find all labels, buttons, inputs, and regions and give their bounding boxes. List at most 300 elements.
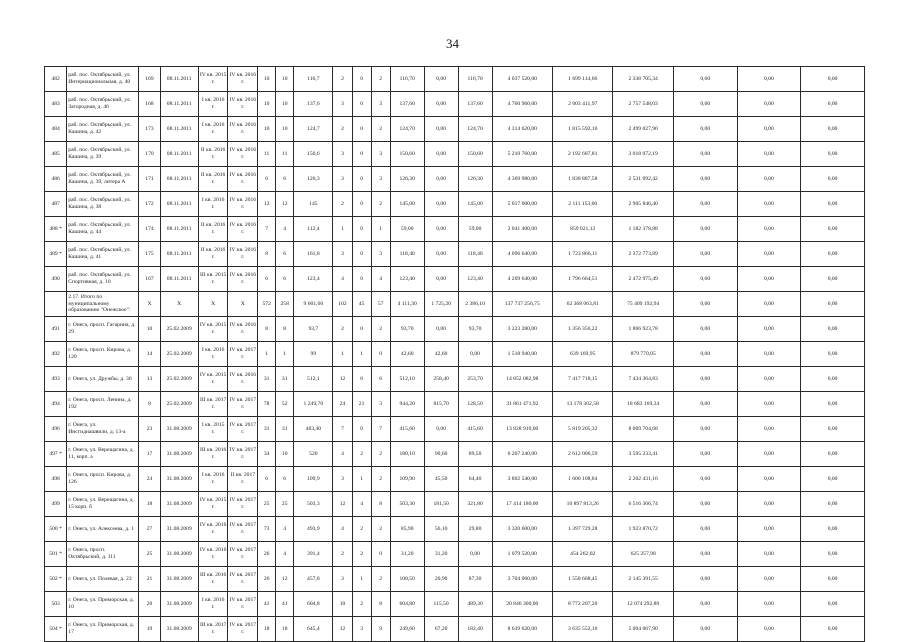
table-row — [45, 117, 865, 142]
area-municipal-cell: 0,00 — [424, 267, 458, 292]
area-total-cell: 137,60 — [390, 92, 424, 117]
address-cell: раб. пос. Октябрьский, ул. Кашина, д. 41 — [67, 242, 139, 267]
row-number: 499 — [45, 492, 67, 517]
planned-end-cell: IV кв. 2017 г. — [228, 542, 258, 567]
extra-cost-1-cell: 0,00 — [673, 567, 737, 592]
document-number-cell: 20 — [139, 592, 160, 617]
extra-cost-1-cell: 0,00 — [673, 92, 737, 117]
planned-start-cell: IV кв. 2015 г. — [198, 317, 228, 342]
total-area-cell: 493,9 — [294, 517, 333, 542]
rooms-municipal-cell: 0 — [352, 217, 371, 242]
rooms-private-cell: 2 — [371, 192, 390, 217]
residents-total-cell: 31 — [258, 367, 276, 392]
cost-fund-cell: 1 356 356,22 — [553, 317, 613, 342]
area-municipal-cell: 0,00 — [424, 92, 458, 117]
row-number: 491 — [45, 317, 67, 342]
total-area-cell: 145 — [294, 192, 333, 217]
area-total-cell: 145,00 — [390, 192, 424, 217]
area-total-cell: 512,10 — [390, 367, 424, 392]
document-number-cell: 173 — [139, 117, 160, 142]
total-area-cell: 126,3 — [294, 167, 333, 192]
address-cell: раб. пос. Октябрьский, ул. Загородная, д. 46 — [67, 92, 139, 117]
area-private-cell: 489,30 — [458, 592, 492, 617]
cost-regional-cell: 1 923 870,72 — [613, 517, 673, 542]
area-private-cell: 116,70 — [458, 67, 492, 92]
residents-total-cell: 78 — [258, 392, 276, 417]
rooms-municipal-cell: 0 — [352, 192, 371, 217]
document-number-cell: 170 — [139, 142, 160, 167]
rooms-private-cell: 7 — [371, 417, 390, 442]
rooms-municipal-cell: 2 — [352, 592, 371, 617]
area-total-cell: 124,70 — [390, 117, 424, 142]
rooms-total-cell: 2 — [333, 117, 352, 142]
cost-fund-cell: 7 417 718,15 — [553, 367, 613, 392]
area-private-cell: 59,00 — [458, 217, 492, 242]
planned-end-cell: IV кв. 2016 г. — [228, 167, 258, 192]
residents-relocated-cell: 10 — [276, 117, 294, 142]
residents-total-cell: 6 — [258, 267, 276, 292]
rooms-private-cell: 3 — [371, 167, 390, 192]
area-private-cell: 87,30 — [458, 567, 492, 592]
rooms-municipal-cell: 0 — [352, 117, 371, 142]
area-total-cell: 85,90 — [390, 517, 424, 542]
document-date-cell: 31.08.2009 — [160, 542, 198, 567]
extra-cost-1-cell: 0,00 — [673, 367, 737, 392]
rooms-total-cell: 2 — [333, 542, 352, 567]
residents-total-cell: 10 — [258, 92, 276, 117]
rooms-total-cell: 1 — [333, 342, 352, 367]
cost-regional-cell: 5 004 067,90 — [613, 617, 673, 642]
extra-cost-2-cell: 0,00 — [737, 192, 801, 217]
document-date-cell: 31.08.2009 — [160, 592, 198, 617]
area-private-cell: 128,50 — [458, 392, 492, 417]
address-cell: раб. пос. Октябрьский, ул. Кашина, д. 38 — [67, 192, 139, 217]
rooms-private-cell: 3 — [371, 392, 390, 417]
document-date-cell: 31.08.2009 — [160, 467, 198, 492]
table-row — [45, 417, 865, 442]
residents-total-cell: 31 — [258, 417, 276, 442]
document-number-cell: 8 — [139, 392, 160, 417]
extra-cost-1-cell: 0,00 — [673, 267, 737, 292]
cost-fund-cell: 1 600 108,84 — [553, 467, 613, 492]
residents-total-cell: 1 — [258, 342, 276, 367]
extra-cost-3-cell: 0,00 — [801, 67, 865, 92]
total-area-cell: 1 249,70 — [294, 392, 333, 417]
area-private-cell: 182,40 — [458, 617, 492, 642]
extra-cost-1-cell: 0,00 — [673, 442, 737, 467]
cost-fund-cell: 1 699 114,66 — [553, 67, 613, 92]
address-cell: г. Онега, ул. Алексеева, д. 1 — [67, 517, 139, 542]
planned-end-cell: IV кв. 2016 г. — [228, 242, 258, 267]
rooms-total-cell: 3 — [333, 567, 352, 592]
table-row — [45, 592, 865, 617]
address-cell: раб. пос. Октябрьский, ул. Кашина, д. 39, литера А — [67, 167, 139, 192]
document-number-cell: 174 — [139, 217, 160, 242]
table-row — [45, 367, 865, 392]
planned-start-cell: III кв. 2017 г. — [198, 617, 228, 642]
rooms-municipal-cell: 1 — [352, 467, 371, 492]
row-number: 484 — [45, 117, 67, 142]
rooms-total-cell: 3 — [333, 142, 352, 167]
address-cell: г. Онега, ул. Верещагина, д. 11, корп. а — [67, 442, 139, 467]
rooms-municipal-cell: 1 — [352, 567, 371, 592]
extra-cost-3-cell: 0,00 — [801, 317, 865, 342]
rooms-private-cell: 6 — [371, 367, 390, 392]
document-date-cell: 08.11.2011 — [160, 117, 198, 142]
residents-total-cell: 73 — [258, 517, 276, 542]
residents-relocated-cell: 8 — [276, 317, 294, 342]
extra-cost-1-cell: 0,00 — [673, 592, 737, 617]
planned-start-cell: I кв. 2016 г. — [198, 117, 228, 142]
cost-regional-cell: 75 409 192,94 — [613, 292, 673, 317]
table-row — [45, 442, 865, 467]
row-number: 497 * — [45, 442, 67, 467]
residents-total-cell: 18 — [258, 617, 276, 642]
area-total-cell: 109,90 — [390, 467, 424, 492]
document-date-cell: 25.02.2009 — [160, 342, 198, 367]
cost-total-cell: 13 828 910,00 — [492, 417, 552, 442]
table-row — [45, 392, 865, 417]
cost-total-cell: 20 846 300,00 — [492, 592, 552, 617]
area-private-cell: 124,70 — [458, 117, 492, 142]
extra-cost-3-cell: 0,00 — [801, 467, 865, 492]
area-municipal-cell: 258,40 — [424, 367, 458, 392]
extra-cost-1-cell: 0,00 — [673, 617, 737, 642]
rooms-private-cell: 2 — [371, 317, 390, 342]
cost-regional-cell: 625 257,98 — [613, 542, 673, 567]
extra-cost-3-cell: 0,00 — [801, 267, 865, 292]
table-row — [45, 217, 865, 242]
rooms-total-cell: 4 — [333, 442, 352, 467]
area-municipal-cell: 31,20 — [424, 542, 458, 567]
rooms-private-cell: 8 — [371, 592, 390, 617]
document-number-cell: 171 — [139, 167, 160, 192]
planned-end-cell: II кв. 2017 г. — [228, 467, 258, 492]
area-private-cell: 253,70 — [458, 367, 492, 392]
address-cell: г. Онега, ул. Инсгидиашвили, д. 13-а — [67, 417, 139, 442]
extra-cost-2-cell: 0,00 — [737, 342, 801, 367]
row-number: 485 — [45, 142, 67, 167]
extra-cost-1-cell: 0,00 — [673, 242, 737, 267]
extra-cost-3-cell: 0,00 — [801, 342, 865, 367]
planned-end-cell: IV кв. 2016 г. — [228, 317, 258, 342]
residents-total-cell: 10 — [258, 67, 276, 92]
extra-cost-1-cell: 0,00 — [673, 117, 737, 142]
residents-relocated-cell: 4 — [276, 542, 294, 567]
planned-start-cell: III кв. 2015 г. — [198, 267, 228, 292]
planned-start-cell: IV кв. 2015 г. — [198, 367, 228, 392]
cost-total-cell: 4 037 520,00 — [492, 67, 552, 92]
extra-cost-2-cell: 0,00 — [737, 167, 801, 192]
planned-end-cell: IV кв. 2017 г. — [228, 592, 258, 617]
extra-cost-2-cell: 0,00 — [737, 92, 801, 117]
area-municipal-cell: 115,50 — [424, 592, 458, 617]
cost-total-cell: 6 207 240,00 — [492, 442, 552, 467]
rooms-total-cell: 2 — [333, 317, 352, 342]
rooms-total-cell: 102 — [333, 292, 352, 317]
area-total-cell: 180,10 — [390, 442, 424, 467]
rooms-municipal-cell: 2 — [352, 542, 371, 567]
rooms-municipal-cell: 0 — [352, 67, 371, 92]
area-municipal-cell: 42,60 — [424, 342, 458, 367]
planned-start-cell: X — [198, 292, 228, 317]
planned-start-cell: IV кв. 2016 г. — [198, 542, 228, 567]
rooms-total-cell: 12 — [333, 367, 352, 392]
document-date-cell: 25.02.2009 — [160, 392, 198, 417]
document-date-cell: 31.08.2009 — [160, 517, 198, 542]
document-number-cell: 25 — [139, 542, 160, 567]
row-number: 496 — [45, 417, 67, 442]
table-row — [45, 467, 865, 492]
extra-cost-2-cell: 0,00 — [737, 592, 801, 617]
planned-end-cell: IV кв. 2017 г. — [228, 567, 258, 592]
table-row — [45, 142, 865, 167]
document-date-cell: 25.02.2009 — [160, 367, 198, 392]
residents-total-cell: 8 — [258, 242, 276, 267]
residents-total-cell: 572 — [258, 292, 276, 317]
planned-end-cell: IV кв. 2016 г. — [228, 142, 258, 167]
address-cell: 2.17. Итого по муниципальному образованию "Онежское": — [67, 292, 139, 317]
planned-start-cell: IV кв. 2015 г. — [198, 67, 228, 92]
cost-fund-cell: 859 021,12 — [553, 217, 613, 242]
planned-end-cell: IV кв. 2017 г. — [228, 492, 258, 517]
extra-cost-3-cell: 0,00 — [801, 567, 865, 592]
registry-body — [45, 67, 865, 642]
document-number-cell: 18 — [139, 492, 160, 517]
cost-total-cell: 137 737 256,75 — [492, 292, 552, 317]
area-private-cell: 0,00 — [458, 342, 492, 367]
planned-start-cell: III кв. 2016 г. — [198, 442, 228, 467]
total-area-cell: 137,6 — [294, 92, 333, 117]
cost-regional-cell: 2 472 975,49 — [613, 267, 673, 292]
row-number: 501 * — [45, 542, 67, 567]
planned-end-cell: IV кв. 2016 г. — [228, 117, 258, 142]
rooms-municipal-cell: 0 — [352, 242, 371, 267]
relocation-registry-table — [44, 66, 865, 642]
area-total-cell: 604,80 — [390, 592, 424, 617]
total-area-cell: 9 601,60 — [294, 292, 333, 317]
row-number: 492 — [45, 342, 67, 367]
table-row — [45, 342, 865, 367]
document-number-cell: 169 — [139, 67, 160, 92]
cost-regional-cell: 1 866 923,78 — [613, 317, 673, 342]
rooms-private-cell: 4 — [371, 267, 390, 292]
rooms-private-cell: 9 — [371, 617, 390, 642]
cost-fund-cell: 1 796 664,51 — [553, 267, 613, 292]
cost-fund-cell: 639 169,95 — [553, 342, 613, 367]
residents-relocated-cell: 4 — [276, 217, 294, 242]
extra-cost-3-cell: 0,00 — [801, 442, 865, 467]
area-municipal-cell: 0,00 — [424, 142, 458, 167]
area-private-cell: 29,80 — [458, 517, 492, 542]
extra-cost-2-cell: 0,00 — [737, 417, 801, 442]
cost-regional-cell: 3 595 233,41 — [613, 442, 673, 467]
rooms-municipal-cell: 0 — [352, 167, 371, 192]
planned-start-cell: I кв. 2016 г. — [198, 467, 228, 492]
document-date-cell: 08.11.2011 — [160, 167, 198, 192]
extra-cost-3-cell: 0,00 — [801, 192, 865, 217]
rooms-municipal-cell: 0 — [352, 317, 371, 342]
rooms-total-cell: 4 — [333, 517, 352, 542]
area-total-cell: 503,30 — [390, 492, 424, 517]
address-cell: раб. пос. Октябрьский, ул. Кашина, д. 42 — [67, 117, 139, 142]
cost-fund-cell: 10 897 813,26 — [553, 492, 613, 517]
residents-relocated-cell: 6 — [276, 242, 294, 267]
rooms-total-cell: 4 — [333, 267, 352, 292]
total-area-cell: 99 — [294, 342, 333, 367]
extra-cost-3-cell: 0,00 — [801, 142, 865, 167]
total-area-cell: 391,4 — [294, 542, 333, 567]
row-number: 504 * — [45, 617, 67, 642]
extra-cost-2-cell: 0,00 — [737, 517, 801, 542]
cost-total-cell: 3 704 060,00 — [492, 567, 552, 592]
planned-start-cell: I кв. 2016 г. — [198, 342, 228, 367]
table-row — [45, 267, 865, 292]
rooms-private-cell: 3 — [371, 242, 390, 267]
rooms-municipal-cell: 0 — [352, 92, 371, 117]
row-number: 483 — [45, 92, 67, 117]
rooms-total-cell: 3 — [333, 92, 352, 117]
planned-start-cell: I кв. 2016 г. — [198, 92, 228, 117]
address-cell: г. Онега, ул. Верещагина, д. 15 корп. б — [67, 492, 139, 517]
residents-total-cell: 10 — [258, 117, 276, 142]
address-cell: раб. пос. Октябрьский, ул. Кашина, д. 44 — [67, 217, 139, 242]
residents-relocated-cell: 12 — [276, 192, 294, 217]
cost-fund-cell: 1 723 866,11 — [553, 242, 613, 267]
extra-cost-2-cell: 0,00 — [737, 467, 801, 492]
total-area-cell: 512,1 — [294, 367, 333, 392]
row-number: 500 * — [45, 517, 67, 542]
planned-start-cell: IV кв. 2016 г. — [198, 517, 228, 542]
residents-total-cell: 41 — [258, 592, 276, 617]
area-municipal-cell: 0,00 — [424, 67, 458, 92]
residents-relocated-cell: 18 — [276, 617, 294, 642]
extra-cost-2-cell: 0,00 — [737, 542, 801, 567]
planned-end-cell: IV кв. 2017 г. — [228, 417, 258, 442]
rooms-total-cell: 7 — [333, 417, 352, 442]
rooms-municipal-cell: 4 — [352, 492, 371, 517]
area-private-cell: 93,70 — [458, 317, 492, 342]
cost-regional-cell: 879 770,05 — [613, 342, 673, 367]
extra-cost-3-cell: 0,00 — [801, 292, 865, 317]
rooms-private-cell: 1 — [371, 217, 390, 242]
document-number-cell: 13 — [139, 367, 160, 392]
document-date-cell: X — [160, 292, 198, 317]
area-municipal-cell: 45,50 — [424, 467, 458, 492]
row-number: 494 — [45, 392, 67, 417]
cost-fund-cell: 2 003 411,97 — [553, 92, 613, 117]
area-total-cell: 415,60 — [390, 417, 424, 442]
address-cell: г. Онега, просп. Гагарина, д. 29 — [67, 317, 139, 342]
address-cell: г. Онега, просп. Ленина, д. 192 — [67, 392, 139, 417]
address-cell: г. Онега, просп. Октябрьский, д. 111 — [67, 542, 139, 567]
total-area-cell: 109,9 — [294, 467, 333, 492]
residents-total-cell: 7 — [258, 217, 276, 242]
rooms-private-cell: 2 — [371, 567, 390, 592]
area-municipal-cell: 67,20 — [424, 617, 458, 642]
area-municipal-cell: 181,50 — [424, 492, 458, 517]
residents-relocated-cell: 11 — [276, 142, 294, 167]
row-number: 502 * — [45, 567, 67, 592]
rooms-private-cell: 57 — [371, 292, 390, 317]
address-cell: раб. пос. Октябрьский, ул. Кашина, д. 39 — [67, 142, 139, 167]
cost-regional-cell: 2 757 548,03 — [613, 92, 673, 117]
document-date-cell: 08.11.2011 — [160, 92, 198, 117]
planned-end-cell: IV кв. 2016 г. — [228, 267, 258, 292]
rooms-total-cell: 1 — [333, 217, 352, 242]
residents-total-cell: 34 — [258, 442, 276, 467]
extra-cost-3-cell: 0,00 — [801, 492, 865, 517]
area-total-cell: 108,50 — [390, 567, 424, 592]
rooms-private-cell: 0 — [371, 342, 390, 367]
extra-cost-1-cell: 0,00 — [673, 467, 737, 492]
area-municipal-cell: 0,00 — [424, 217, 458, 242]
cost-regional-cell: 1 182 378,88 — [613, 217, 673, 242]
extra-cost-2-cell: 0,00 — [737, 267, 801, 292]
extra-cost-3-cell: 0,00 — [801, 417, 865, 442]
area-private-cell: 150,60 — [458, 142, 492, 167]
row-number: 498 — [45, 467, 67, 492]
residents-total-cell: 6 — [258, 467, 276, 492]
residents-relocated-cell: 6 — [276, 467, 294, 492]
row-number: 482 — [45, 67, 67, 92]
planned-start-cell: II кв. 2016 г. — [198, 167, 228, 192]
extra-cost-2-cell: 0,00 — [737, 317, 801, 342]
document-date-cell: 31.08.2009 — [160, 442, 198, 467]
planned-end-cell: IV кв. 2017 г. — [228, 517, 258, 542]
planned-start-cell: III кв. 2016 г. — [198, 567, 228, 592]
document-date-cell: 08.11.2011 — [160, 267, 198, 292]
rooms-private-cell: 2 — [371, 467, 390, 492]
document-number-cell: 172 — [139, 192, 160, 217]
area-total-cell: 150,60 — [390, 142, 424, 167]
planned-start-cell: II кв. 2016 г. — [198, 217, 228, 242]
cost-fund-cell: 1 558 668,45 — [553, 567, 613, 592]
planned-start-cell: I кв. 2016 г. — [198, 192, 228, 217]
rooms-private-cell: 0 — [371, 542, 390, 567]
table-row — [45, 567, 865, 592]
area-municipal-cell: 0,00 — [424, 417, 458, 442]
rooms-total-cell: 2 — [333, 67, 352, 92]
area-municipal-cell: 0,00 — [424, 317, 458, 342]
planned-start-cell: I кв. 2015 г. — [198, 417, 228, 442]
extra-cost-2-cell: 0,00 — [737, 617, 801, 642]
area-private-cell: 137,60 — [458, 92, 492, 117]
rooms-total-cell: 3 — [333, 467, 352, 492]
extra-cost-3-cell: 0,00 — [801, 167, 865, 192]
area-municipal-cell: 0,00 — [424, 192, 458, 217]
address-cell: г. Онега, ул. Дружбы, д. 36 — [67, 367, 139, 392]
extra-cost-3-cell: 0,00 — [801, 242, 865, 267]
document-date-cell: 31.08.2009 — [160, 492, 198, 517]
residents-relocated-cell: 1 — [276, 342, 294, 367]
area-private-cell: 145,00 — [458, 192, 492, 217]
address-cell: г. Онега, ул. Приморская, д. 17 — [67, 617, 139, 642]
extra-cost-3-cell: 0,00 — [801, 217, 865, 242]
table-row — [45, 292, 865, 317]
residents-total-cell: 12 — [258, 192, 276, 217]
rooms-municipal-cell: 6 — [352, 367, 371, 392]
cost-total-cell: 3 223 280,00 — [492, 317, 552, 342]
extra-cost-1-cell: 0,00 — [673, 542, 737, 567]
rooms-total-cell: 3 — [333, 242, 352, 267]
cost-total-cell: 3 320 600,00 — [492, 517, 552, 542]
page-number: 34 — [446, 36, 459, 51]
document-number-cell: 24 — [139, 467, 160, 492]
extra-cost-3-cell: 0,00 — [801, 92, 865, 117]
area-private-cell: 64,40 — [458, 467, 492, 492]
cost-regional-cell: 12 074 292,80 — [613, 592, 673, 617]
